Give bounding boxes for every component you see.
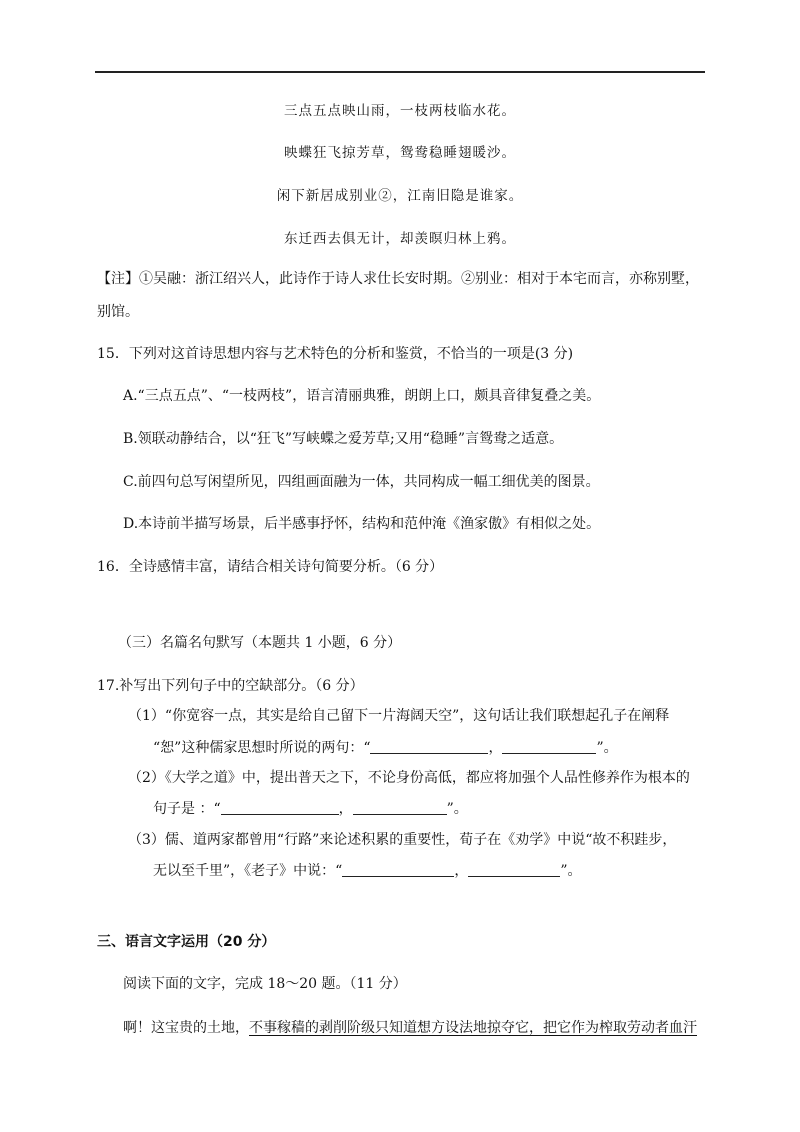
closing-quote: ”。 [596,740,618,756]
passage-start: 啊！这宝贵的土地， [123,1020,249,1036]
comma: ， [338,801,353,817]
q17-item3-line1: （3）儒、道两家都曾用“行路”来论述积累的重要性，荀子在《劝学》中说“故不积跬步， [128,832,677,848]
q17-stem: 17.补写出下列句子中的空缺部分。（6 分） [97,678,364,694]
passage-underlined: 不事稼穑的剥削阶级只知道想方设法地掠夺它，把它作为榨取劳动者血汗 [249,1020,697,1036]
closing-quote: ”。 [560,863,582,879]
q17-item2-line2 [153,798,468,818]
q17-item1-line2 [153,737,618,757]
q15-option-d: D.本诗前半描写场景，后半感事抒怀，结构和范仲淹《渔家傲》有相似之处。 [123,516,601,532]
q15-option-c: C.前四句总写闲望所见，四组画面融为一体，共同构成一幅工细优美的图景。 [123,474,600,490]
q17-item1-line1: （1）“你宽容一点，其实是给自己留下一片海阔天空”，这句话让我们联想起孔子在阐释 [128,708,670,724]
poem-line-2: 映蝶狂飞掠芳草，鸳鸯稳睡翅暖沙。 [284,145,516,161]
comma: ， [454,863,469,879]
q17-item2-line1: （2）《大学之道》中，提出普天之下，不论身份高低，都应将加强个人品性修养作为根本的 [128,770,690,786]
comma: ， [488,740,503,756]
q17-item1-prefix: “恕”这种儒家思想时所说的两句：“ [153,740,371,756]
answer-blank[interactable] [221,800,339,815]
answer-blank[interactable] [468,862,560,877]
q15-option-b: B.领联动静结合，以“狂飞”写峡蝶之爱芳草;又用“稳睡”言鸳鸯之适意。 [123,431,564,447]
note-line-1: 【注】①吴融：浙江绍兴人，此诗作于诗人求仕长安时期。②别业：相对于本宅而言，亦称别墅， [97,271,699,287]
reading-instruction: 阅读下面的文字，完成 18～20 题。（11 分） [123,976,407,992]
section3-heading: 三、语言文字运用（20 分） [97,934,276,950]
note-line-2: 别馆。 [97,304,139,320]
poem-line-4: 东迁西去俱无计，却羡暝归林上鸦。 [284,231,516,247]
section-mingpian-heading: （三）名篇名句默写（本题共 1 小题，6 分） [118,635,402,651]
answer-blank[interactable] [370,739,488,754]
q17-item3-prefix: 无以至千里”，《老子》中说：“ [153,863,343,879]
poem-line-3: 闲下新居成别业②，江南旧隐是谁家。 [276,188,524,204]
reading-passage-line [123,1017,697,1037]
q16-stem: 16．全诗感情丰富，请结合相关诗句简要分析。（6 分） [97,559,444,575]
answer-blank[interactable] [353,800,447,815]
q17-item2-prefix: 句子是 ：“ [153,801,221,817]
q17-item3-line2 [153,860,582,880]
answer-blank[interactable] [502,739,596,754]
answer-blank[interactable] [342,862,454,877]
q15-stem: 15．下列对这首诗思想内容与艺术特色的分析和鉴赏，不恰当的一项是(3 分) [97,346,574,362]
closing-quote: ”。 [446,801,468,817]
top-rule [95,71,705,73]
q15-option-a: A.“三点五点”、“一枝两枝”，语言清丽典雅，朗朗上口，颇具音律复叠之美。 [123,388,601,404]
poem-line-1: 三点五点映山雨，一枝两枝临水花。 [284,103,516,119]
